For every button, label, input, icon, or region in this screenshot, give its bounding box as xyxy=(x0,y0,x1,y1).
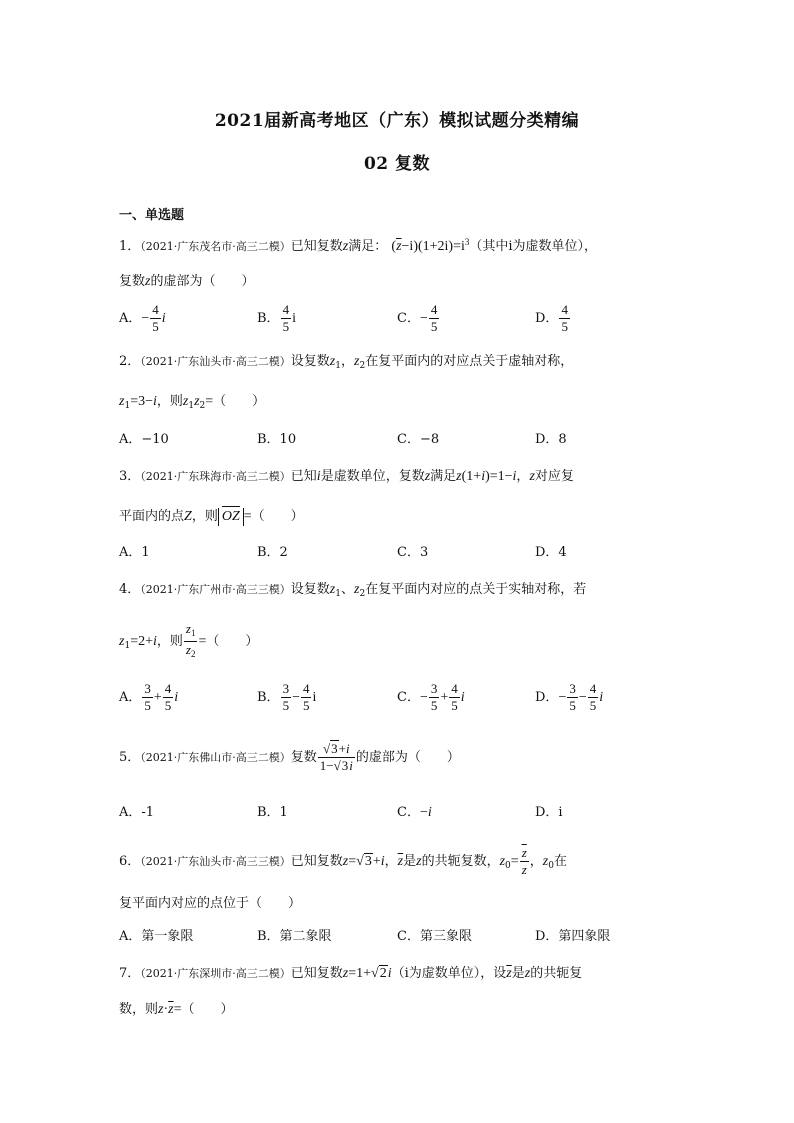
question-3-source: （2021·广东珠海市·高三二模） xyxy=(140,470,291,483)
question-4-number: 4． xyxy=(119,582,141,597)
question-3-text: 已知 xyxy=(290,469,317,484)
question-4-option-b: B． $\frac{3}{5}$ − $\frac{4}{5}$ i xyxy=(257,681,317,713)
question-4-source: （2021·广东广州市·高三三模） xyxy=(140,583,291,596)
question-5-option-b: B．1 xyxy=(257,805,288,820)
question-7-text-d: 的共轭复 xyxy=(530,966,583,981)
question-3-line2-b: ，则 xyxy=(191,509,218,524)
question-1-line2-b: 的虚部为（ ） xyxy=(150,274,255,289)
question-5-text: 复数 xyxy=(290,750,317,765)
question-7-line2-b: （ ） xyxy=(181,1002,234,1017)
question-3-option-a: A．1 xyxy=(119,545,150,560)
question-3-text-d: 对应复 xyxy=(534,469,574,484)
question-2-number: 2． xyxy=(119,354,141,369)
question-6-text-c: 的共轭复数， xyxy=(421,854,500,869)
question-2-text: 设复数 xyxy=(290,354,330,369)
question-7-number: 7． xyxy=(119,966,141,981)
option-label: C． xyxy=(397,805,420,820)
question-7-text-c: 是 xyxy=(511,966,525,981)
question-1-source: （2021·广东茂名市·高三二模） xyxy=(140,240,291,253)
question-3-option-d: D．4 xyxy=(535,545,567,560)
question-7-text-b: （i为虚数单位），设 xyxy=(391,966,507,981)
question-5-text-b: 的虚部为（ ） xyxy=(355,750,460,765)
question-4-line2-b: （ ） xyxy=(206,634,259,649)
question-7-line2-a: 数，则 xyxy=(119,1002,159,1017)
question-1-text-b: 满足： xyxy=(348,239,388,254)
option-label: B． xyxy=(257,311,280,326)
option-label: A． xyxy=(119,690,142,705)
question-2-line2: $z_1=3-i$，则$z_1z_2=$（ ） xyxy=(119,394,266,411)
question-4-option-a: A． $\frac{3}{5}$ + $\frac{4}{5}$ i xyxy=(119,681,179,713)
question-5-source: （2021·广东佛山市·高三二模） xyxy=(140,751,291,764)
question-6-option-a: A．第一象限 xyxy=(119,929,194,944)
question-2-line2-a: ，则 xyxy=(156,394,183,409)
question-2-source: （2021·广东汕头市·高三二模） xyxy=(140,355,291,368)
option-label: A． xyxy=(119,311,142,326)
question-5-option-d: D．i xyxy=(535,805,563,820)
question-5-option-a: A．-1 xyxy=(119,805,155,820)
question-3-text-b: 是虚数单位，复数 xyxy=(320,469,425,484)
question-1-number: 1． xyxy=(119,239,141,254)
question-6-option-d: D．第四象限 xyxy=(535,929,611,944)
question-3-line2: 平面内的点Z，则 OZ =（ ） xyxy=(119,509,304,524)
question-2-option-d: D．8 xyxy=(535,432,567,447)
question-6: 6．（2021·广东汕头市·高三三模）已知复数z=√3+i，$\overline{z}$是z的共轭复数，$z_0=$ $\frac{\overline{z}}{z}$ ，$z_0$在 xyxy=(119,845,567,877)
option-label: D． xyxy=(535,690,559,705)
question-1-line2-a: 复数 xyxy=(119,274,146,289)
question-4-option-d: D．− $\frac{3}{5}$ − $\frac{4}{5}$ i xyxy=(535,681,604,713)
question-2-line2-b: （ ） xyxy=(213,394,266,409)
question-1-equation: $(\overline{z}-i)(1+2i)=i^3$ xyxy=(391,237,470,254)
question-4-text: 设复数 xyxy=(290,582,330,597)
question-6-source: （2021·广东汕头市·高三三模） xyxy=(140,855,291,868)
question-2-option-b: B．10 xyxy=(257,432,297,447)
question-3-line2-a: 平面内的点 xyxy=(119,509,185,524)
question-1-line2: 复数z的虚部为（ ） xyxy=(119,274,255,289)
question-7-text: 已知复数 xyxy=(290,966,343,981)
question-5-number: 5． xyxy=(119,750,141,765)
question-3-option-b: B．2 xyxy=(257,545,288,560)
question-6-line2: 复平面内对应的点位于（ ） xyxy=(119,896,302,911)
question-1-text-c: （其中i为虚数单位）， xyxy=(469,239,598,254)
question-6-text-b: 是 xyxy=(403,854,417,869)
question-1: 1．（2021·广东茂名市·高三二模）已知复数z满足： $(\overline{z}-i)(1+2i)=i^3$（其中i为虚数单位）， xyxy=(119,237,598,254)
question-7-line2: 数，则$z\cdot\overline{z}=$（ ） xyxy=(119,1002,234,1017)
question-3-text-c: 满足 xyxy=(430,469,457,484)
question-1-text: 已知复数 xyxy=(290,239,343,254)
question-4: 4．（2021·广东广州市·高三三模）设复数$z_1$、$z_2$在复平面内对应的点关于实轴对称，若 xyxy=(119,582,587,599)
question-1-option-c: C．− $\frac{4}{5}$ xyxy=(397,302,438,334)
option-label: C． xyxy=(397,311,420,326)
question-4-text-b: 在复平面内对应的点关于实轴对称，若 xyxy=(365,582,587,597)
question-6-text: 已知复数 xyxy=(290,854,343,869)
question-3-number: 3． xyxy=(119,469,141,484)
question-3-line2-c: （ ） xyxy=(251,509,304,524)
question-7-source: （2021·广东深圳市·高三二模） xyxy=(140,967,291,980)
question-3: 3．（2021·广东珠海市·高三二模）已知i是虚数单位，复数z满足z(1+i)=1−i，z对应复 xyxy=(119,469,574,484)
question-1-option-d: D． $\frac{4}{5}$ xyxy=(535,302,568,334)
question-1-option-b: B． $\frac{4}{5}$ i xyxy=(257,302,296,334)
question-7: 7．（2021·广东深圳市·高三二模）已知复数z=1+√2i（i为虚数单位），设$\overline{z}$是z的共轭复 xyxy=(119,966,583,981)
option-label: B． xyxy=(257,690,280,705)
question-6-option-b: B．第二象限 xyxy=(257,929,332,944)
document-title: 2021届新高考地区（广东）模拟试题分类精编 xyxy=(214,111,580,131)
option-label: D． xyxy=(535,311,559,326)
question-2-text-b: 在复平面内的对应点关于虚轴对称， xyxy=(365,354,574,369)
question-2-option-a: A．−10 xyxy=(119,432,169,447)
question-5: 5．（2021·广东佛山市·高三二模）复数 $\frac{√3+i}{1-√3i}$ 的虚部为（ ） xyxy=(119,741,460,773)
document-subtitle: 02 复数 xyxy=(363,154,431,174)
option-label: C． xyxy=(397,690,420,705)
question-1-option-a: A．− $\frac{4}{5}$ i xyxy=(119,302,166,334)
question-2: 2．（2021·广东汕头市·高三二模）设复数$z_1$，$z_2$在复平面内的对应点关于虚轴对称， xyxy=(119,354,574,371)
question-4-line2: $z_1=2+i$，则 $\frac{z_1}{z_2}$ =（ ） xyxy=(119,621,259,659)
question-6-number: 6． xyxy=(119,854,141,869)
question-4-line2-a: ，则 xyxy=(156,634,183,649)
question-3-option-c: C．3 xyxy=(397,545,429,560)
question-4-option-c: C．− $\frac{3}{5}$ + $\frac{4}{5}$ i xyxy=(397,681,465,713)
question-6-option-c: C．第三象限 xyxy=(397,929,472,944)
question-2-option-c: C．−8 xyxy=(397,432,440,447)
question-6-text-d: 在 xyxy=(553,854,567,869)
question-5-option-c: C．−i xyxy=(397,805,432,820)
section-heading: 一、单选题 xyxy=(119,208,185,223)
